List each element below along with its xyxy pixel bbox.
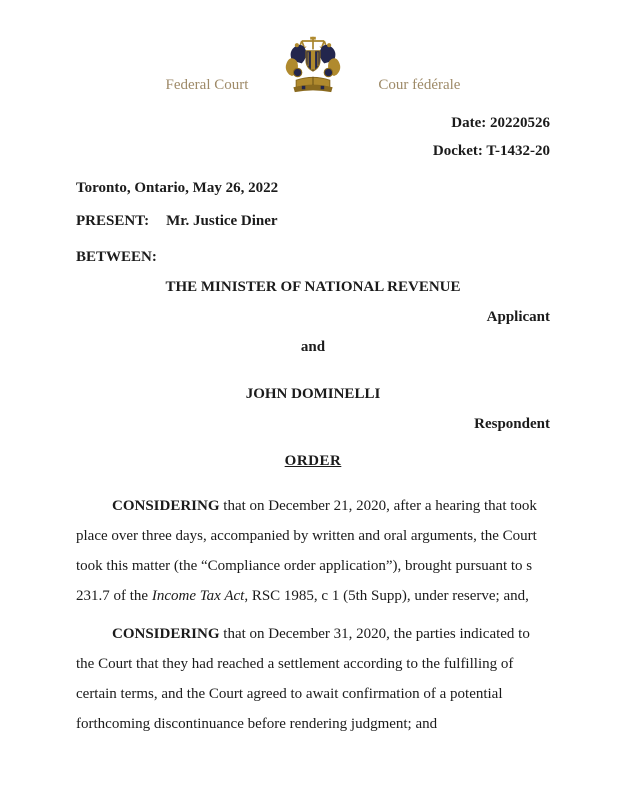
date-line: Date: 20220526 <box>451 115 550 131</box>
respondent-name: JOHN DOMINELLI <box>245 386 381 402</box>
paragraph-lead-word: CONSIDERING <box>112 498 220 514</box>
paragraph-text-after: , RSC 1985, c 1 (5th Supp), under reserve; and, <box>244 588 529 604</box>
meta-block <box>76 109 550 165</box>
paragraph-lead-word: CONSIDERING <box>112 626 220 642</box>
present-line <box>76 206 550 236</box>
present-label: PRESENT: <box>76 213 150 229</box>
court-header <box>76 33 550 105</box>
respondent-role: Respondent <box>474 416 550 432</box>
federal-court-title-en: Federal Court <box>165 77 249 93</box>
order-paragraph-2 <box>76 619 550 739</box>
federal-court-title-fr: Cour fédérale <box>378 77 461 93</box>
conjunction-and: and <box>300 339 326 355</box>
applicant-role: Applicant <box>486 309 550 325</box>
order-heading <box>76 446 550 476</box>
paragraph-text: that on December 31, 2020, the parties indicated to the Court that they had reached a settlement according to the fulfilling of certain terms, and the Court agreed to await confirmation of a potential forthcoming discontinuance before rendering judgment; and <box>76 626 530 732</box>
federal-court-crest-icon <box>278 33 348 105</box>
statute-name-italic: Income Tax Act <box>151 588 245 604</box>
paragraph-text: that on December 21, 2020, after a hearing that took place over three days, accompanied by written and oral arguments, the Court took this matter (the “Compliance order application”), brought pursuant to s 231.7 of the <box>76 498 537 604</box>
present-judge-name: Mr. Justice Diner <box>166 213 278 229</box>
applicant-name: THE MINISTER OF NATIONAL REVENUE <box>165 279 461 295</box>
between-label: BETWEEN: <box>76 249 157 265</box>
order-heading-text: ORDER <box>284 453 342 469</box>
docket-line: Docket: T-1432-20 <box>432 143 550 159</box>
order-paragraph-1 <box>76 491 550 611</box>
location-date-line: Toronto, Ontario, May 26, 2022 <box>76 180 279 196</box>
